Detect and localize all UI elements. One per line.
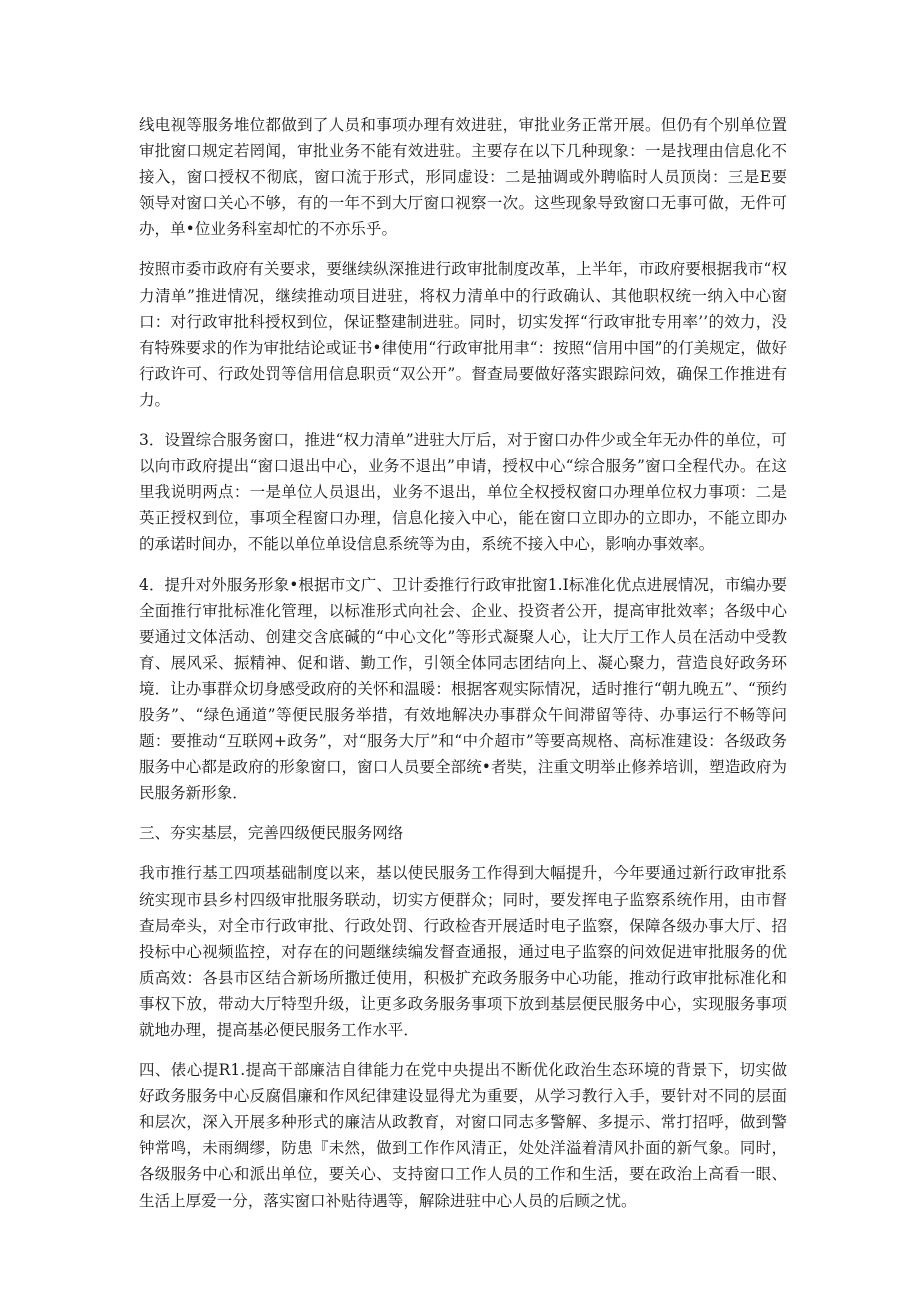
document-page [139, 112, 787, 1228]
paragraph-approval-reform: 按照市委市政府有关要求，要继续纵深推进行政审批制度改革，上半年，市政府要根据我市“权力清单”推进情况，继续推动项目进驻，将权力清单中的行政确认、其他职权统一纳入中心窗口：对行政审批科授权到位，保证整建制进驻。同时，切实发挥“行政审批专用率’’的效力，没有特殊要求的作为审批结论或证书•律使用“行政审批用聿“：按照“信用中国”的仃美规定，做好行政许可、行政处罚等信用信息职贡“双公开”。督查局要做好落实跟踪问效，确保工作推进有力。 [139, 260, 787, 409]
paragraph-four-level-network: 我市推行基工四项基础制度以来，基以使民服务工作得到大幅提升，今年要通过新行政审批系统实现市县乡村四级审批服务联动，切实方便群众；同时，要发挥电子监察系统作用，由市督查局牵头，对全市行政审批、行政处罚、行政检杳开展适时电子监察，保障各级办事大厅、招投标中心视频监控，对存在的问题继续编发督查通报，通过电子监察的问效促进审批服务的优质高效：各县市区结合新场所撒迁使用，积极扩充政务服务中心功能，推动行政审批标准化和事权下放，带动大厅特型升级，让更多政务服务事项下放到基层便民服务中心，实现服务事项就地办理，提高基必便民服务工作水平． [139, 864, 787, 1039]
paragraph-item-3-comprehensive-window: 3．设置综合服务窗口，推进“权力清单”进驻大厅后，对于窗口办件少或全年无办件的单位，可以向市政府提出“窗口退出中心，业务不退出”申请，授权中心“综合服务”窗口全程代办。在这里我说明两点：一是单位人员退出，业务不退出，单位全权授权窗口办理单位权力事项：二是英正授权到位，事项全程窗口办理，信息化接入中心，能在窗口立即办的立即办，不能立即办的承诺时间办，不能以单位单设信息系统等为由，系统不接入中心，影响办事效率。 [139, 431, 787, 554]
paragraph-section-4-integrity: 四、俵心提R1.提高干部廉洁自律能力在党中央提出不断优化政治生态环境的背景下，切实做好政务服务中心反腐倡廉和作风纪律建设显得尤为重要，从学习教行入手，要针对不同的层面和层次，深入开展多种形式的廉洁从政教育，对窗口同志多警解、多提示、常打招呼，做到警钟常鸣，未雨绸缪，防患『未然，做到工作作风清正，处处洋溢着清风扑面的新气象。同时，各级服务中心和派出单位，要关心、支持窗口工作人员的工作和生活，要在政治上高看一眼、生活上厚爱一分，落实窗口补贴待遇等，解除进驻中心人员的后顾之忧。 [139, 1061, 787, 1210]
paragraph-window-status: 线电视等服务堆位都做到了人员和事项办理有效进驻，审批业务正常开展。但仍有个别单位置审批窗口规定若罔闻，审批业务不能有效进驻。主要存在以下几种现象：一是找理由信息化不接入，窗口授权不彻底，窗口流于形式，形同虚设：二是抽调或外聘临时人员顶岗：三是E要领导对窗口关心不够，有的一年不到大厅窗口视察一次。这些现象导致窗口无事可做，无件可办，单•位业务科室却忙的不亦乐乎。 [139, 116, 787, 239]
paragraph-item-4-service-image: 4．提升对外服务形象•根据市文广、卫计委推行行政审批窗1.I标准化优点进展情况，市编办要全面推行审批标准化管理，以标准形式向社会、企业、投资者公开，提高审批效率；各级中心要通过文体活动、创建交含底碱的“中心文化”等形式凝聚人心，让大厅工作人员在活动中受教育、展风采、振精神、促和谐、勤工作，引领全体同志团结向上、凝心聚力，营造良好政务环境．让办事群众切身感受政府的关怀和温暖：根据客观实际情况，适时推行“朝九晚五”、“预约股务”、“绿色通道”等便民服务举措，有效地解决办事群众午间滞留等待、办事运行不畅等问题：要推动“互联网+政务”，对“服务大厅”和“中介超市”等要高规格、高标准建设：各级政务服务中心都是政府的形象窗口，窗口人员要全部统•者奘，注重文明举止修养培训，塑造政府为民服务新形象． [139, 575, 787, 803]
section-heading-3: 三、夯实基层，完善四级便民服务网络 [139, 824, 404, 843]
